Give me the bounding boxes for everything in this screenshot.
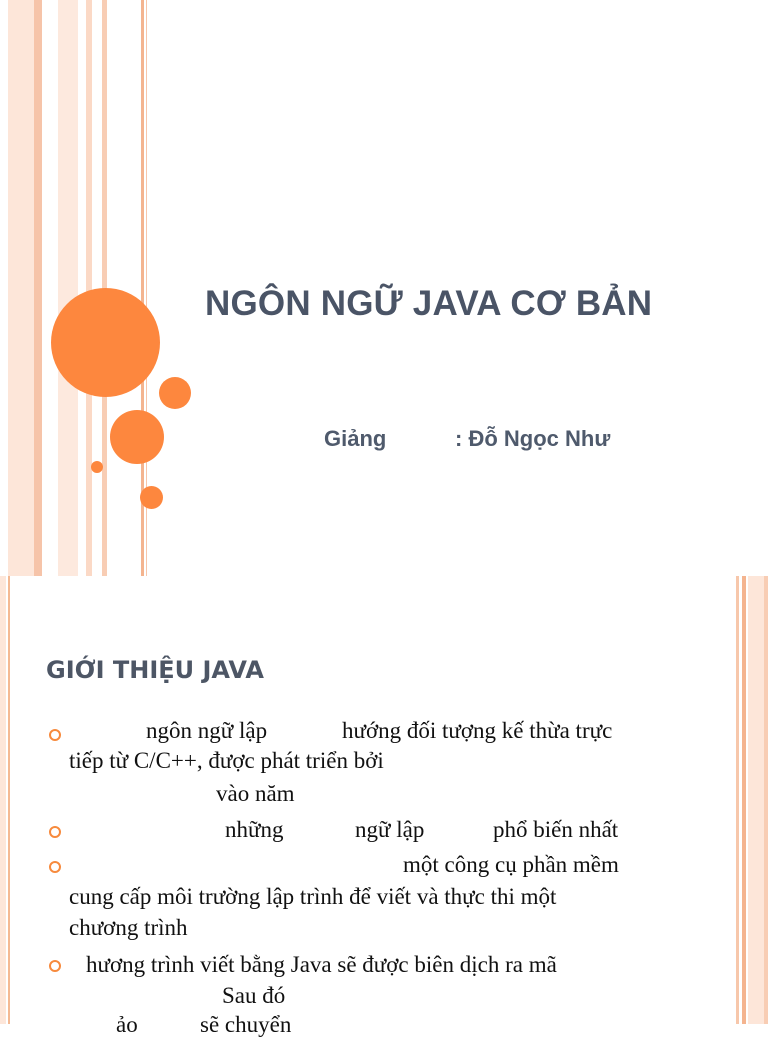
small-orange-circle <box>140 486 163 509</box>
decorative-stripe <box>8 576 10 1024</box>
bullet-text: sẽ chuyển <box>200 1012 292 1037</box>
decorative-stripe <box>58 0 78 576</box>
decorative-stripe <box>0 576 6 1024</box>
small-orange-circle <box>159 377 191 409</box>
tiny-orange-circle <box>91 461 103 473</box>
slide-title: NGÔN NGỮ JAVA CƠ BẢN <box>205 284 653 323</box>
bullet-text: phổ biến nhất <box>493 817 619 842</box>
lecturer-name: : Đỗ Ngọc Như <box>455 426 611 451</box>
decorative-stripe <box>736 576 739 1024</box>
slide-title: GIỚI THIỆU JAVA <box>46 656 264 684</box>
decorative-stripe <box>86 0 92 576</box>
circle-outline-bullet-icon <box>49 729 61 741</box>
bullet-text: ngữ lập <box>355 817 425 842</box>
decorative-stripe <box>8 0 34 576</box>
decorative-stripe <box>742 576 746 1024</box>
decorative-stripe <box>764 576 768 1024</box>
circle-outline-bullet-icon <box>49 960 61 972</box>
decorative-stripe <box>748 576 764 1024</box>
bullet-text: hướng đối tượng kế thừa trực <box>342 718 613 743</box>
bullet-text: cung cấp môi trường lập trình để viết và thực thi một <box>69 884 557 909</box>
large-orange-circle <box>51 288 160 397</box>
content-slide <box>0 576 768 1037</box>
medium-orange-circle <box>110 410 164 464</box>
bullet-text: ảo <box>116 1012 138 1037</box>
circle-outline-bullet-icon <box>49 861 61 873</box>
bullet-text: chương trình <box>69 915 188 940</box>
bullet-text: tiếp từ C/C++, được phát triển bởi <box>69 748 384 773</box>
bullet-text: vào năm <box>216 781 295 806</box>
bullet-text: hương trình viết bằng Java sẽ được biên dịch ra mã <box>86 952 557 977</box>
decorative-stripe <box>34 0 42 576</box>
bullet-text: những <box>225 817 284 842</box>
bullet-text: ngôn ngữ lập <box>146 718 268 743</box>
circle-outline-bullet-icon <box>49 826 61 838</box>
bullet-text: một công cụ phần mềm <box>403 852 619 877</box>
bullet-text: Sau đó <box>222 983 286 1008</box>
lecturer-label: Giảng <box>324 426 387 451</box>
